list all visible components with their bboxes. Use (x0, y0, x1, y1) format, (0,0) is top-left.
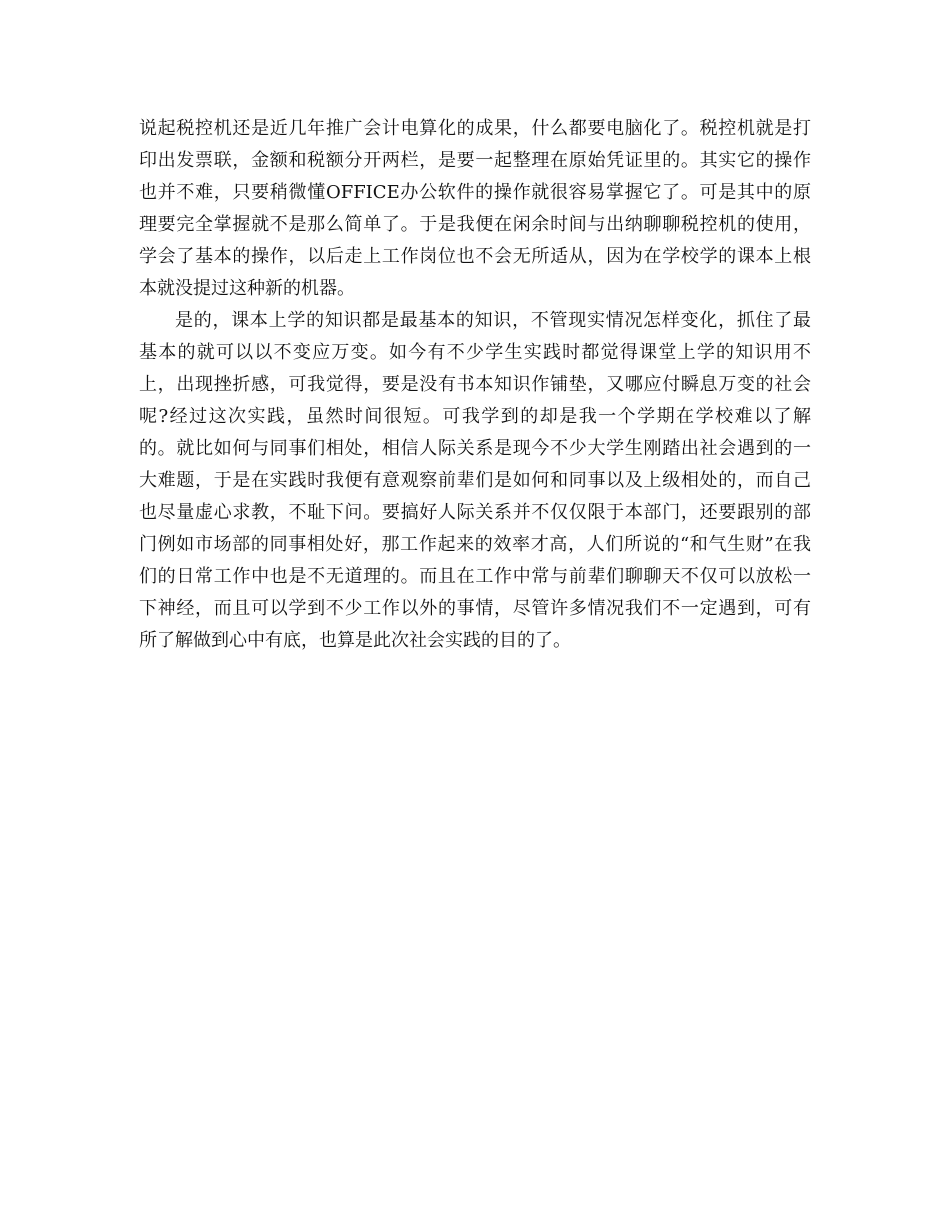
text-line (139, 145, 811, 177)
text-line (139, 433, 811, 465)
text-line (139, 241, 811, 273)
text-line-content: 上，出现挫折感，可我觉得，要是没有书本知识作铺垫，又哪应付瞬息万变的社会 (139, 374, 811, 395)
text-line-content: 印出发票联，金额和税额分开两栏，是要一起整理在原始凭证里的。其实它的操作 (139, 150, 811, 171)
text-line-content: 所了解做到心中有底，也算是此次社会实践的目的了。 (139, 630, 571, 651)
text-line (139, 561, 811, 593)
text-line-content: 大难题，于是在实践时我便有意观察前辈们是如何和同事以及上级相处的，而自己 (139, 470, 811, 491)
text-line-content: 下神经，而且可以学到不少工作以外的事情，尽管许多情况我们不一定遇到，可有 (139, 598, 811, 619)
text-line (139, 113, 811, 145)
text-line (139, 401, 811, 433)
text-line-content: 本就没提过这种新的机器。 (139, 278, 355, 299)
text-line (139, 209, 811, 241)
text-line (139, 625, 811, 657)
text-line-content: 也并不难，只要稍微懂OFFICE办公软件的操作就很容易掌握它了。可是其中的原 (139, 182, 811, 203)
text-line-content: 也尽量虚心求教，不耻下问。要搞好人际关系并不仅仅限于本部门，还要跟别的部 (139, 502, 811, 523)
text-line (139, 369, 811, 401)
text-line (139, 273, 811, 305)
text-line-content: 学会了基本的操作，以后走上工作岗位也不会无所适从，因为在学校学的课本上根 (139, 246, 811, 267)
text-line (139, 337, 811, 369)
text-line-content: 理要完全掌握就不是那么简单了。于是我便在闲余时间与出纳聊聊税控机的使用， (139, 214, 811, 235)
text-line-content: 门例如市场部的同事相处好，那工作起来的效率才高，人们所说的“和气生财”在我 (139, 534, 811, 555)
text-line (139, 305, 811, 337)
text-line (139, 497, 811, 529)
text-line-content: 呢?经过这次实践，虽然时间很短。可我学到的却是我一个学期在学校难以了解 (139, 406, 811, 427)
text-line (139, 465, 811, 497)
text-line-content: 是的，课本上学的知识都是最基本的知识，不管现实情况怎样变化，抓住了最 (175, 310, 811, 331)
text-line-content: 们的日常工作中也是不无道理的。而且在工作中常与前辈们聊聊天不仅可以放松一 (139, 566, 811, 587)
text-line (139, 177, 811, 209)
document-body (139, 113, 811, 657)
text-line-content: 说起税控机还是近几年推广会计电算化的成果，什么都要电脑化了。税控机就是打 (139, 118, 811, 139)
text-line (139, 593, 811, 625)
text-line-content: 基本的就可以以不变应万变。如今有不少学生实践时都觉得课堂上学的知识用不 (139, 342, 811, 363)
text-line-content: 的。就比如何与同事们相处，相信人际关系是现今不少大学生刚踏出社会遇到的一 (139, 438, 811, 459)
text-line (139, 529, 811, 561)
